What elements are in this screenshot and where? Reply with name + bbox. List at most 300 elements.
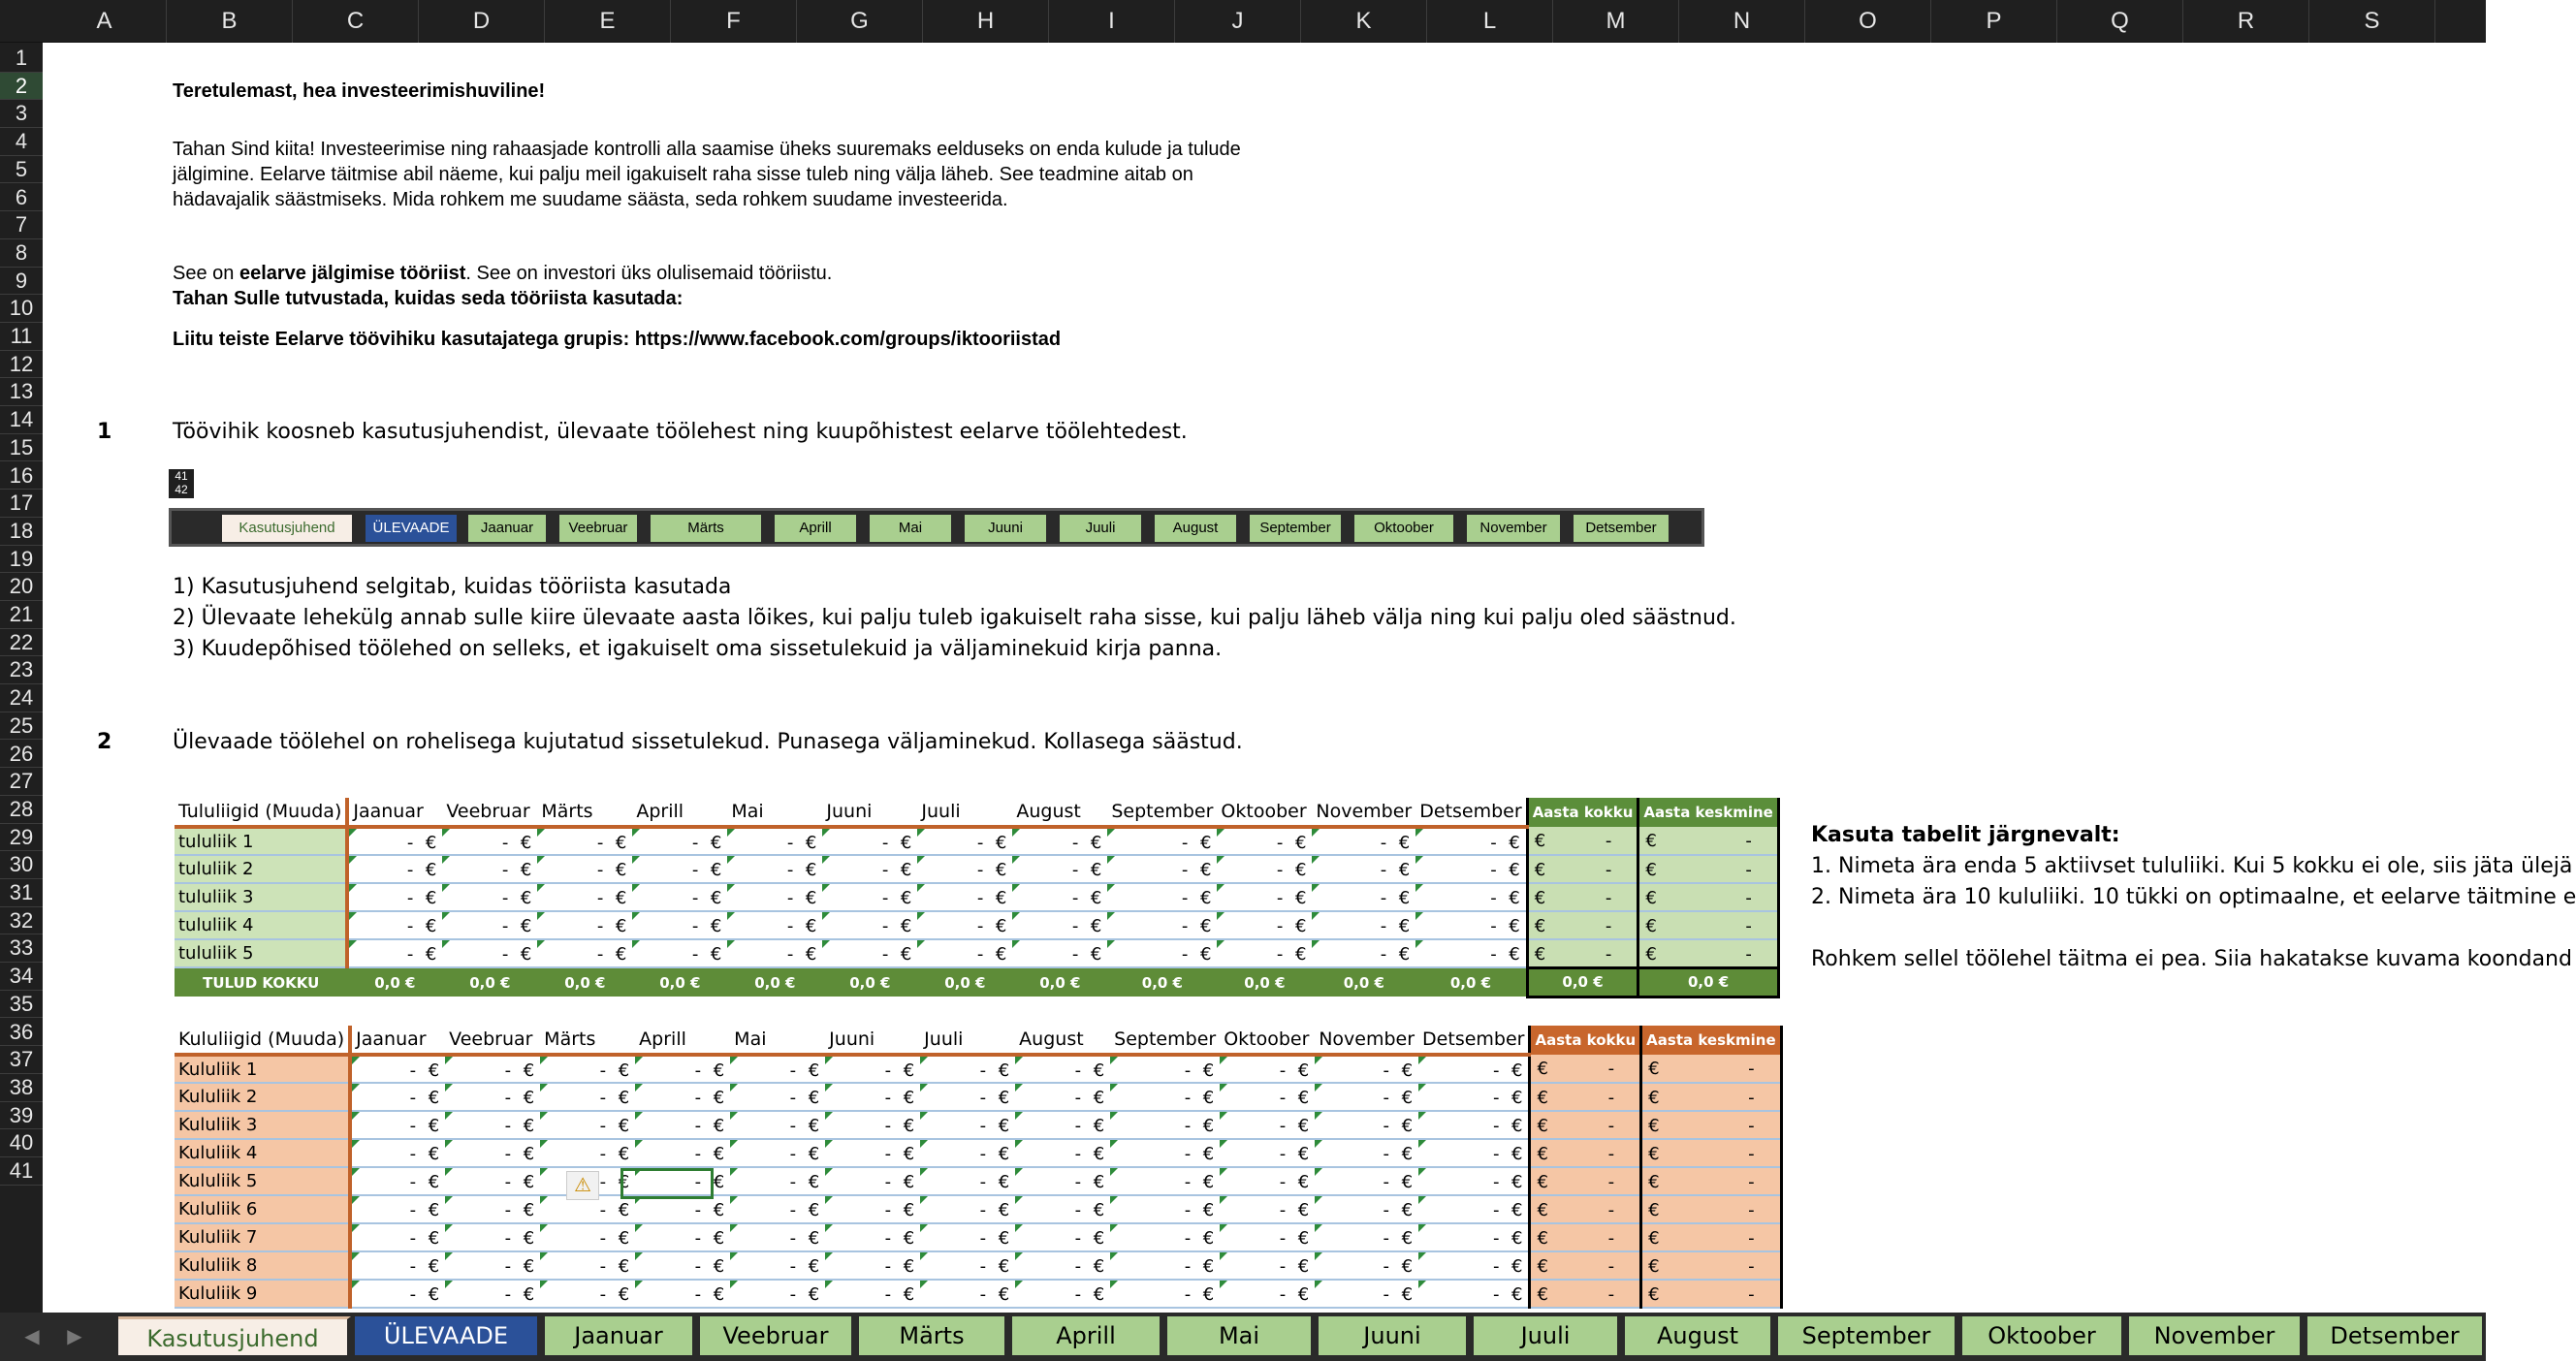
expense_table-row-label[interactable]: Kululiik 2 bbox=[175, 1083, 350, 1111]
table-cell[interactable] bbox=[442, 939, 537, 967]
year-average-cell[interactable] bbox=[1641, 1111, 1781, 1139]
table-cell[interactable] bbox=[1418, 1195, 1530, 1223]
table-cell[interactable] bbox=[347, 939, 442, 967]
table-cell[interactable] bbox=[1217, 883, 1312, 911]
table-cell[interactable] bbox=[917, 939, 1012, 967]
table-cell[interactable] bbox=[920, 1139, 1015, 1167]
table-cell[interactable] bbox=[920, 1055, 1015, 1083]
table-cell[interactable] bbox=[1110, 1139, 1220, 1167]
year-total-cell[interactable] bbox=[1527, 855, 1638, 883]
year-average-cell[interactable] bbox=[1638, 827, 1778, 855]
sheet-tab-august[interactable]: August bbox=[1625, 1316, 1774, 1355]
row-header-2[interactable]: 2 bbox=[0, 73, 43, 101]
table-cell[interactable] bbox=[1312, 911, 1415, 939]
row-header-30[interactable]: 30 bbox=[0, 851, 43, 879]
table-cell[interactable] bbox=[540, 1055, 635, 1083]
expense_table-row-label[interactable]: Kululiik 4 bbox=[175, 1139, 350, 1167]
income_table-row-label[interactable]: tululiik 5 bbox=[175, 939, 347, 967]
table-cell[interactable] bbox=[1107, 939, 1217, 967]
sheet-tab-november[interactable]: November bbox=[2129, 1316, 2304, 1355]
row-header-22[interactable]: 22 bbox=[0, 629, 43, 657]
year-total-cell[interactable] bbox=[1530, 1139, 1641, 1167]
table-cell[interactable] bbox=[537, 883, 632, 911]
income_table-row-label[interactable]: tululiik 3 bbox=[175, 883, 347, 911]
table-cell[interactable] bbox=[442, 911, 537, 939]
table-cell[interactable] bbox=[1110, 1167, 1220, 1195]
column-header-C[interactable]: C bbox=[293, 0, 419, 43]
expense_table-row-label[interactable]: Kululiik 8 bbox=[175, 1251, 350, 1280]
table-cell[interactable] bbox=[730, 1195, 825, 1223]
table-cell[interactable] bbox=[1107, 911, 1217, 939]
table-cell[interactable] bbox=[822, 827, 917, 855]
table-cell[interactable] bbox=[730, 1167, 825, 1195]
income_table-row-label[interactable]: tululiik 2 bbox=[175, 855, 347, 883]
table-cell[interactable] bbox=[917, 827, 1012, 855]
column-header-D[interactable]: D bbox=[419, 0, 545, 43]
table-cell[interactable] bbox=[730, 1280, 825, 1308]
table-cell[interactable] bbox=[1107, 855, 1217, 883]
table-cell[interactable] bbox=[825, 1167, 920, 1195]
table-cell[interactable] bbox=[537, 911, 632, 939]
sheet-tab-juuli[interactable]: Juuli bbox=[1474, 1316, 1621, 1355]
table-cell[interactable] bbox=[1110, 1223, 1220, 1251]
row-header-7[interactable]: 7 bbox=[0, 211, 43, 239]
table-cell[interactable] bbox=[920, 1251, 1015, 1280]
table-cell[interactable] bbox=[727, 939, 822, 967]
table-cell[interactable] bbox=[825, 1139, 920, 1167]
table-cell[interactable] bbox=[1220, 1223, 1315, 1251]
table-cell[interactable] bbox=[1315, 1280, 1418, 1308]
cell-currency: € bbox=[428, 1088, 440, 1108]
table-cell[interactable] bbox=[1110, 1280, 1220, 1308]
column-header-N[interactable]: N bbox=[1679, 0, 1805, 43]
table-cell[interactable] bbox=[1012, 911, 1107, 939]
year-average-cell[interactable] bbox=[1641, 1083, 1781, 1111]
table-cell[interactable] bbox=[920, 1167, 1015, 1195]
table-cell[interactable] bbox=[635, 1195, 730, 1223]
table-cell[interactable] bbox=[917, 883, 1012, 911]
year-total-cell[interactable] bbox=[1530, 1055, 1641, 1083]
table-cell[interactable] bbox=[825, 1195, 920, 1223]
column-header-I[interactable]: I bbox=[1049, 0, 1175, 43]
table-cell[interactable] bbox=[1415, 911, 1527, 939]
table-cell[interactable] bbox=[1012, 939, 1107, 967]
sheet-tab-oktoober[interactable]: Oktoober bbox=[1962, 1316, 2125, 1355]
table-cell[interactable] bbox=[350, 1055, 445, 1083]
table-cell[interactable] bbox=[1315, 1083, 1418, 1111]
table-cell[interactable] bbox=[920, 1195, 1015, 1223]
cell-currency: € bbox=[1648, 1228, 1660, 1249]
chevron-left-icon[interactable]: ◀ bbox=[24, 1326, 40, 1347]
year-average-cell[interactable] bbox=[1641, 1223, 1781, 1251]
sheet-tab-ülevaade[interactable]: ÜLEVAADE bbox=[355, 1316, 541, 1355]
table-cell[interactable] bbox=[1107, 883, 1217, 911]
column-header-Q[interactable]: Q bbox=[2057, 0, 2183, 43]
table-cell[interactable] bbox=[822, 911, 917, 939]
table-cell[interactable] bbox=[445, 1167, 540, 1195]
expense_table-row-label[interactable]: Kululiik 5 bbox=[175, 1167, 350, 1195]
table-cell[interactable] bbox=[1315, 1055, 1418, 1083]
table-cell[interactable] bbox=[1315, 1251, 1418, 1280]
table-cell[interactable] bbox=[825, 1055, 920, 1083]
table-cell[interactable] bbox=[632, 883, 727, 911]
cell-currency: € bbox=[1297, 1116, 1310, 1136]
table-cell[interactable] bbox=[1110, 1251, 1220, 1280]
row-header-4[interactable]: 4 bbox=[0, 128, 43, 156]
sheet-tab-mai[interactable]: Mai bbox=[1167, 1316, 1315, 1355]
year-total-cell[interactable] bbox=[1527, 911, 1638, 939]
row-header-9[interactable]: 9 bbox=[0, 268, 43, 296]
table-cell[interactable] bbox=[727, 883, 822, 911]
table-cell[interactable] bbox=[1107, 827, 1217, 855]
row-header-35[interactable]: 35 bbox=[0, 991, 43, 1019]
facebook-group-link[interactable]: Liitu teiste Eelarve töövihiku kasutajatega grupis: https://www.facebook.com/groups/iktooriistad bbox=[173, 329, 1062, 350]
table-cell[interactable] bbox=[1415, 855, 1527, 883]
row-header-21[interactable]: 21 bbox=[0, 601, 43, 629]
table-cell[interactable] bbox=[1012, 855, 1107, 883]
row-header-11[interactable]: 11 bbox=[0, 323, 43, 351]
table-cell[interactable] bbox=[1015, 1167, 1110, 1195]
table-cell[interactable] bbox=[1315, 1111, 1418, 1139]
row-header-29[interactable]: 29 bbox=[0, 824, 43, 852]
table-cell[interactable] bbox=[347, 855, 442, 883]
year-average-cell[interactable] bbox=[1641, 1280, 1781, 1308]
table-cell[interactable] bbox=[632, 911, 727, 939]
table-cell[interactable] bbox=[1012, 827, 1107, 855]
expense_table-header[interactable]: Kululiigid (Muuda) bbox=[175, 1026, 350, 1055]
table-cell[interactable] bbox=[537, 827, 632, 855]
table-cell[interactable] bbox=[1418, 1223, 1530, 1251]
table-cell[interactable] bbox=[920, 1111, 1015, 1139]
table-cell[interactable] bbox=[540, 1223, 635, 1251]
table-cell[interactable] bbox=[635, 1139, 730, 1167]
table-cell[interactable] bbox=[445, 1195, 540, 1223]
row-header-16[interactable]: 16 bbox=[0, 462, 43, 491]
table-cell[interactable] bbox=[825, 1083, 920, 1111]
cell-currency: € bbox=[1511, 1228, 1523, 1249]
table-cell[interactable] bbox=[540, 1139, 635, 1167]
table-cell[interactable] bbox=[350, 1251, 445, 1280]
table-cell[interactable] bbox=[822, 855, 917, 883]
table-cell[interactable] bbox=[1312, 855, 1415, 883]
table-cell[interactable] bbox=[1220, 1280, 1315, 1308]
cell-marker bbox=[635, 1057, 643, 1064]
column-header-S[interactable]: S bbox=[2309, 0, 2435, 43]
table-cell[interactable] bbox=[1418, 1280, 1530, 1308]
expense_table-row-label[interactable]: Kululiik 6 bbox=[175, 1195, 350, 1223]
table-cell[interactable] bbox=[1220, 1167, 1315, 1195]
table-cell[interactable] bbox=[537, 939, 632, 967]
table-cell[interactable] bbox=[1418, 1251, 1530, 1280]
table-cell[interactable] bbox=[1312, 939, 1415, 967]
table-cell[interactable] bbox=[1220, 1083, 1315, 1111]
sheet-tab-jaanuar[interactable]: Jaanuar bbox=[545, 1316, 696, 1355]
table-cell[interactable] bbox=[730, 1055, 825, 1083]
row-header-12[interactable]: 12 bbox=[0, 351, 43, 379]
row-header-36[interactable]: 36 bbox=[0, 1019, 43, 1047]
year-total-cell[interactable] bbox=[1530, 1223, 1641, 1251]
table-cell[interactable] bbox=[350, 1083, 445, 1111]
row-header-41[interactable]: 41 bbox=[0, 1157, 43, 1186]
row-header-33[interactable]: 33 bbox=[0, 934, 43, 963]
column-header-P[interactable]: P bbox=[1931, 0, 2057, 43]
table-cell[interactable] bbox=[445, 1280, 540, 1308]
warning-icon[interactable]: ⚠ bbox=[566, 1171, 599, 1200]
table-cell[interactable] bbox=[350, 1223, 445, 1251]
table-cell[interactable] bbox=[540, 1083, 635, 1111]
column-header-A[interactable]: A bbox=[43, 0, 167, 43]
table-cell[interactable] bbox=[445, 1139, 540, 1167]
table-cell[interactable] bbox=[1315, 1195, 1418, 1223]
year-average-cell[interactable] bbox=[1641, 1055, 1781, 1083]
table-cell[interactable] bbox=[1015, 1111, 1110, 1139]
table-cell[interactable] bbox=[727, 855, 822, 883]
table-cell[interactable] bbox=[540, 1280, 635, 1308]
table-cell[interactable] bbox=[1220, 1111, 1315, 1139]
year-average-cell[interactable] bbox=[1641, 1139, 1781, 1167]
table-cell[interactable] bbox=[1418, 1083, 1530, 1111]
year-total-cell[interactable] bbox=[1530, 1083, 1641, 1111]
table-cell[interactable] bbox=[1315, 1223, 1418, 1251]
table-cell[interactable] bbox=[1315, 1139, 1418, 1167]
table-cell[interactable] bbox=[1415, 939, 1527, 967]
table-cell[interactable] bbox=[825, 1280, 920, 1308]
cell-value: - bbox=[1181, 860, 1189, 880]
table-cell[interactable] bbox=[1312, 883, 1415, 911]
table-cell[interactable] bbox=[445, 1083, 540, 1111]
table-cell[interactable] bbox=[1418, 1139, 1530, 1167]
table-cell[interactable] bbox=[1217, 911, 1312, 939]
row-header-1[interactable]: 1 bbox=[0, 45, 43, 73]
table-cell[interactable] bbox=[1015, 1280, 1110, 1308]
table-cell[interactable] bbox=[347, 827, 442, 855]
cell-value: - bbox=[1605, 888, 1612, 908]
column-header-K[interactable]: K bbox=[1301, 0, 1427, 43]
table-cell[interactable] bbox=[350, 1111, 445, 1139]
row-header-17[interactable]: 17 bbox=[0, 490, 43, 518]
year-total-cell[interactable] bbox=[1527, 827, 1638, 855]
table-cell[interactable] bbox=[445, 1111, 540, 1139]
chevron-right-icon[interactable]: ▶ bbox=[67, 1326, 82, 1347]
row-header-31[interactable]: 31 bbox=[0, 879, 43, 907]
row-header-18[interactable]: 18 bbox=[0, 518, 43, 546]
row-header-23[interactable]: 23 bbox=[0, 656, 43, 684]
table-cell[interactable] bbox=[445, 1223, 540, 1251]
table-cell[interactable] bbox=[730, 1223, 825, 1251]
table-cell[interactable] bbox=[1217, 939, 1312, 967]
year-average-cell[interactable] bbox=[1638, 883, 1778, 911]
year-total-cell[interactable] bbox=[1530, 1280, 1641, 1308]
column-header-H[interactable]: H bbox=[923, 0, 1049, 43]
row-header-5[interactable]: 5 bbox=[0, 156, 43, 184]
table-cell[interactable] bbox=[825, 1111, 920, 1139]
row-header-40[interactable]: 40 bbox=[0, 1129, 43, 1157]
table-cell[interactable] bbox=[350, 1195, 445, 1223]
row-header-25[interactable]: 25 bbox=[0, 712, 43, 741]
table-cell[interactable] bbox=[1415, 827, 1527, 855]
year-average-cell[interactable] bbox=[1638, 911, 1778, 939]
cell-currency: € bbox=[900, 888, 912, 908]
expense_table-row-label[interactable]: Kululiik 9 bbox=[175, 1280, 350, 1308]
table-cell[interactable] bbox=[540, 1251, 635, 1280]
sheet-tab-juuni[interactable]: Juuni bbox=[1319, 1316, 1470, 1355]
expense_table-row-label[interactable]: Kululiik 1 bbox=[175, 1055, 350, 1083]
table-cell[interactable] bbox=[1220, 1195, 1315, 1223]
row-header-6[interactable]: 6 bbox=[0, 184, 43, 212]
cell-value: - bbox=[881, 860, 889, 880]
row-header-14[interactable]: 14 bbox=[0, 406, 43, 434]
table-cell[interactable] bbox=[632, 939, 727, 967]
table-cell[interactable] bbox=[727, 911, 822, 939]
selected-cell[interactable] bbox=[620, 1168, 714, 1199]
year-average-cell[interactable] bbox=[1638, 855, 1778, 883]
column-header-J[interactable]: J bbox=[1175, 0, 1301, 43]
table-cell[interactable] bbox=[632, 827, 727, 855]
sheet-tab-kasutusjuhend[interactable]: Kasutusjuhend bbox=[118, 1316, 351, 1355]
row-header-34[interactable]: 34 bbox=[0, 963, 43, 991]
income_table-row-label[interactable]: tululiik 1 bbox=[175, 827, 347, 855]
table-cell[interactable] bbox=[1220, 1251, 1315, 1280]
column-header-B[interactable]: B bbox=[167, 0, 293, 43]
table-cell[interactable] bbox=[635, 1111, 730, 1139]
table-cell[interactable] bbox=[730, 1083, 825, 1111]
row-header-24[interactable]: 24 bbox=[0, 684, 43, 712]
cell-marker bbox=[1415, 912, 1423, 920]
income_table-header[interactable]: Tululiigid (Muuda) bbox=[175, 798, 347, 827]
row-header-15[interactable]: 15 bbox=[0, 434, 43, 462]
row-header-32[interactable]: 32 bbox=[0, 907, 43, 935]
table-cell[interactable] bbox=[1015, 1195, 1110, 1223]
row-header-10[interactable]: 10 bbox=[0, 295, 43, 323]
table-cell[interactable] bbox=[632, 855, 727, 883]
sheet-tab-veebruar[interactable]: Veebruar bbox=[700, 1316, 855, 1355]
row-header-20[interactable]: 20 bbox=[0, 573, 43, 601]
table-cell[interactable] bbox=[635, 1223, 730, 1251]
table-cell[interactable] bbox=[917, 855, 1012, 883]
table-cell[interactable] bbox=[1315, 1167, 1418, 1195]
column-header-R[interactable]: R bbox=[2183, 0, 2309, 43]
table-cell[interactable] bbox=[1110, 1055, 1220, 1083]
table-cell[interactable] bbox=[1110, 1083, 1220, 1111]
row-header-39[interactable]: 39 bbox=[0, 1102, 43, 1130]
row-header-19[interactable]: 19 bbox=[0, 546, 43, 574]
year-average-cell[interactable] bbox=[1641, 1195, 1781, 1223]
table-cell[interactable] bbox=[825, 1251, 920, 1280]
table-cell[interactable] bbox=[635, 1083, 730, 1111]
year-total-cell[interactable] bbox=[1530, 1111, 1641, 1139]
row-header-27[interactable]: 27 bbox=[0, 768, 43, 796]
table-cell[interactable] bbox=[540, 1111, 635, 1139]
table-cell[interactable] bbox=[920, 1223, 1015, 1251]
row-header-26[interactable]: 26 bbox=[0, 741, 43, 769]
row-header-13[interactable]: 13 bbox=[0, 378, 43, 406]
row-header-28[interactable]: 28 bbox=[0, 796, 43, 824]
table-cell[interactable] bbox=[730, 1111, 825, 1139]
year-average-cell[interactable] bbox=[1641, 1167, 1781, 1195]
table-cell[interactable] bbox=[445, 1251, 540, 1280]
column-header-F[interactable]: F bbox=[671, 0, 797, 43]
table-cell[interactable] bbox=[1312, 827, 1415, 855]
table-cell[interactable] bbox=[347, 883, 442, 911]
table-cell[interactable] bbox=[1012, 883, 1107, 911]
table-cell[interactable] bbox=[1220, 1139, 1315, 1167]
column-header-L[interactable]: L bbox=[1427, 0, 1553, 43]
column-header-O[interactable]: O bbox=[1805, 0, 1931, 43]
expense_table-row-label[interactable]: Kululiik 3 bbox=[175, 1111, 350, 1139]
row-header-37[interactable]: 37 bbox=[0, 1046, 43, 1074]
table-cell[interactable] bbox=[917, 911, 1012, 939]
table-cell[interactable] bbox=[1418, 1111, 1530, 1139]
table-cell[interactable] bbox=[1110, 1111, 1220, 1139]
table-cell[interactable] bbox=[920, 1280, 1015, 1308]
year-average-cell[interactable] bbox=[1638, 939, 1778, 967]
sheet-tab-detsember[interactable]: Detsember bbox=[2307, 1316, 2486, 1355]
table-cell[interactable] bbox=[635, 1251, 730, 1280]
year-average-cell[interactable] bbox=[1641, 1251, 1781, 1280]
table-cell[interactable] bbox=[1015, 1251, 1110, 1280]
table-cell[interactable] bbox=[822, 939, 917, 967]
year-total-cell[interactable] bbox=[1530, 1195, 1641, 1223]
cell-marker bbox=[920, 1224, 928, 1232]
table-cell[interactable] bbox=[1415, 883, 1527, 911]
sheet-tab-september[interactable]: September bbox=[1778, 1316, 1958, 1355]
row-header-8[interactable]: 8 bbox=[0, 239, 43, 268]
table-cell[interactable] bbox=[1418, 1055, 1530, 1083]
table-cell[interactable] bbox=[442, 883, 537, 911]
table-cell[interactable] bbox=[920, 1083, 1015, 1111]
table-cell[interactable] bbox=[1220, 1055, 1315, 1083]
table-cell[interactable] bbox=[350, 1280, 445, 1308]
table-cell[interactable] bbox=[350, 1167, 445, 1195]
table-cell[interactable] bbox=[537, 855, 632, 883]
table-cell[interactable] bbox=[635, 1055, 730, 1083]
income_table-row-label[interactable]: tululiik 4 bbox=[175, 911, 347, 939]
cell-marker bbox=[1110, 1168, 1118, 1176]
expense_table-row-label[interactable]: Kululiik 7 bbox=[175, 1223, 350, 1251]
sheet-tab-märts[interactable]: Märts bbox=[859, 1316, 1008, 1355]
row-header-38[interactable]: 38 bbox=[0, 1074, 43, 1102]
table-cell[interactable] bbox=[1217, 855, 1312, 883]
column-header-E[interactable]: E bbox=[545, 0, 671, 43]
table-cell[interactable] bbox=[442, 827, 537, 855]
table-cell[interactable] bbox=[822, 883, 917, 911]
table-cell[interactable] bbox=[730, 1139, 825, 1167]
table-cell[interactable] bbox=[347, 911, 442, 939]
table-cell[interactable] bbox=[1015, 1223, 1110, 1251]
table-cell[interactable] bbox=[1015, 1055, 1110, 1083]
table-cell[interactable] bbox=[635, 1280, 730, 1308]
table-cell[interactable] bbox=[727, 827, 822, 855]
year-total-cell[interactable] bbox=[1530, 1167, 1641, 1195]
table-cell[interactable] bbox=[1418, 1167, 1530, 1195]
sheet-tab-aprill[interactable]: Aprill bbox=[1012, 1316, 1163, 1355]
table-cell[interactable] bbox=[1015, 1139, 1110, 1167]
year-total-cell[interactable] bbox=[1530, 1251, 1641, 1280]
table-cell[interactable] bbox=[350, 1139, 445, 1167]
table-cell[interactable] bbox=[1015, 1083, 1110, 1111]
year-total-cell[interactable] bbox=[1527, 939, 1638, 967]
table-cell[interactable] bbox=[1110, 1195, 1220, 1223]
column-header-G[interactable]: G bbox=[797, 0, 923, 43]
table-cell[interactable] bbox=[825, 1223, 920, 1251]
table-cell[interactable] bbox=[445, 1055, 540, 1083]
column-header-M[interactable]: M bbox=[1553, 0, 1679, 43]
year-total-cell[interactable] bbox=[1527, 883, 1638, 911]
table-cell[interactable] bbox=[442, 855, 537, 883]
table-cell[interactable] bbox=[1217, 827, 1312, 855]
row-header-3[interactable]: 3 bbox=[0, 100, 43, 128]
table-cell[interactable] bbox=[730, 1251, 825, 1280]
